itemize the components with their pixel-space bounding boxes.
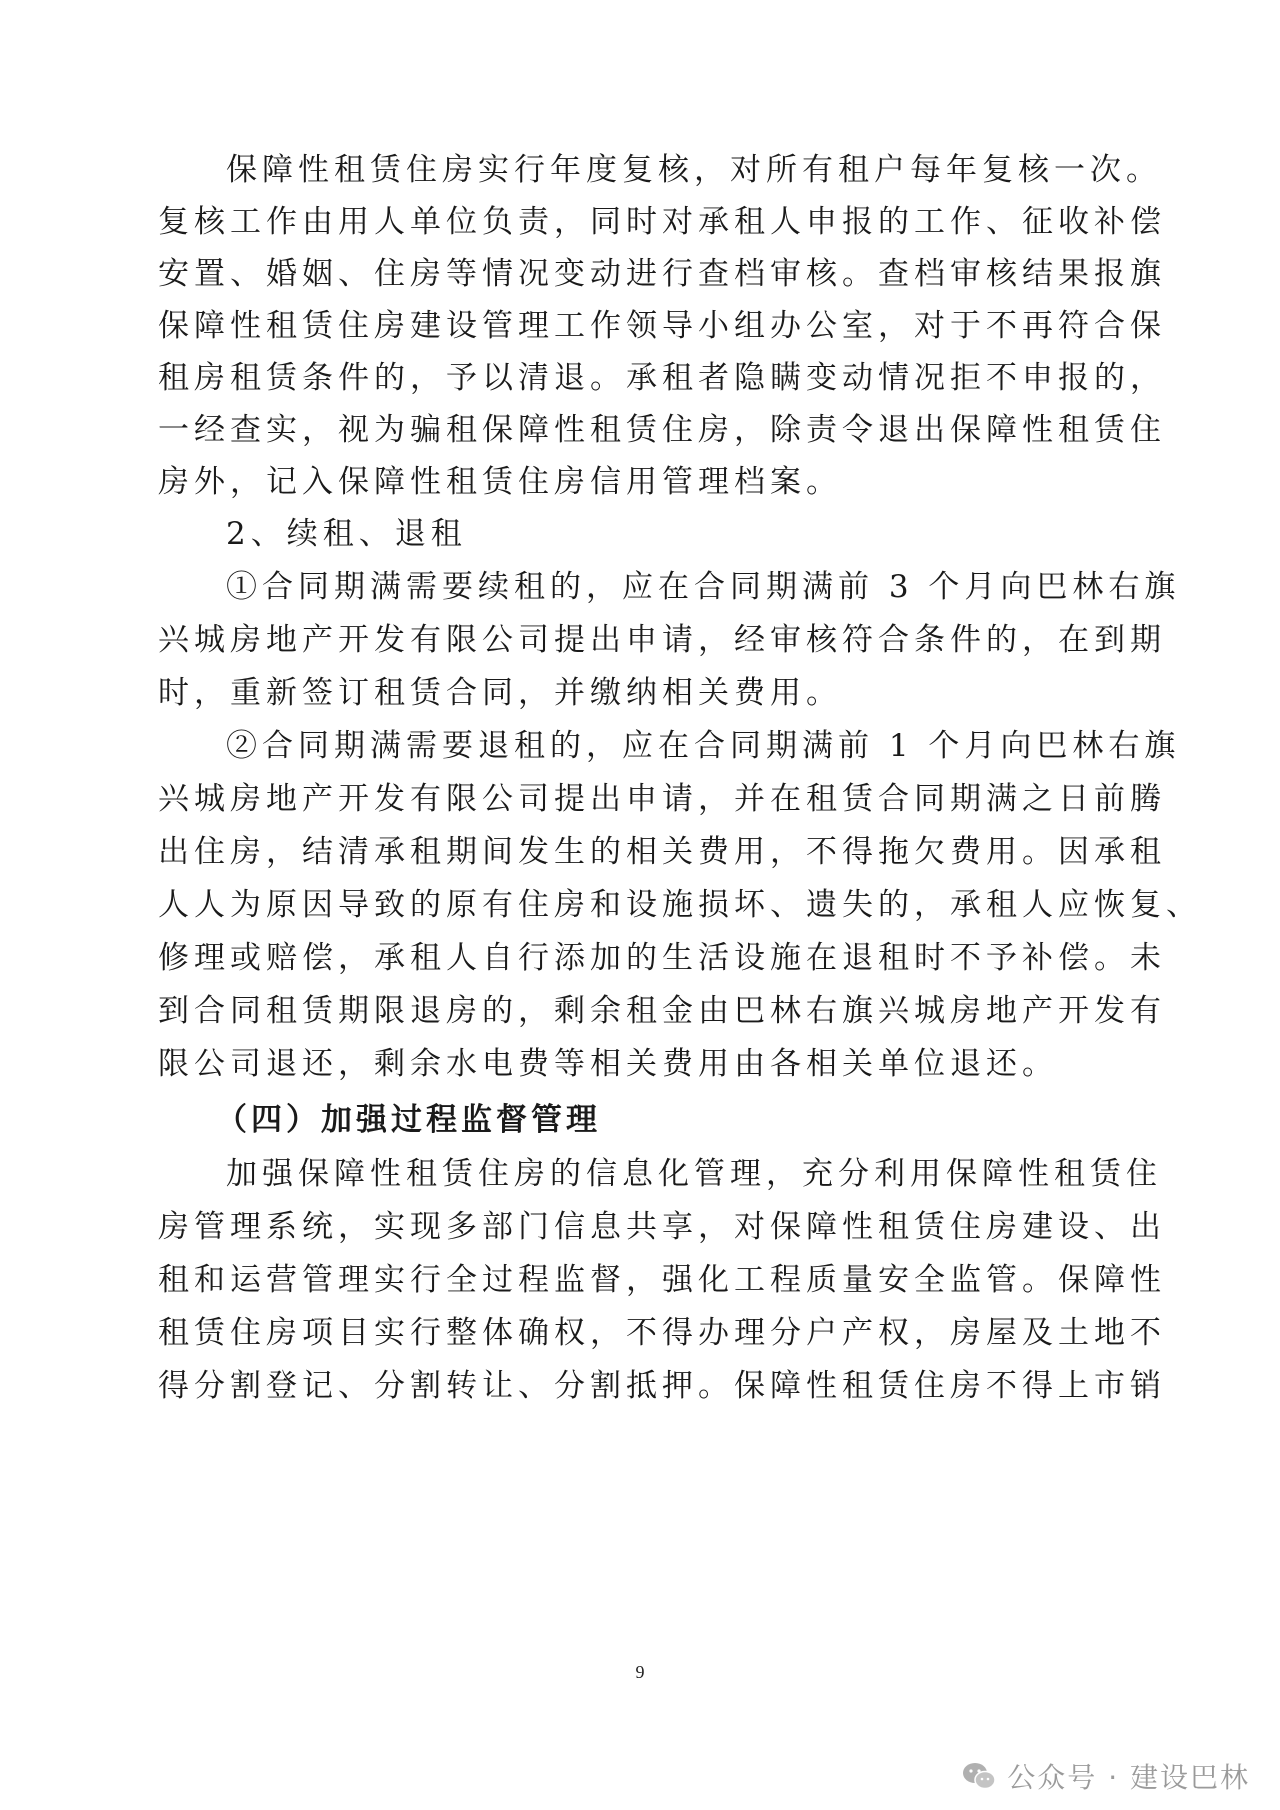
paragraph-line: 安置、婚姻、住房等情况变动进行查档审核。查档审核结果报旗: [158, 256, 1166, 292]
paragraph-line: ②合同期满需要退租的，应在合同期满前 1 个月向巴林右旗: [226, 728, 1181, 764]
paragraph-line: 租和运营管理实行全过程监督，强化工程质量安全监管。保障性: [158, 1262, 1166, 1298]
watermark: [961, 1756, 1250, 1796]
page-number: 9: [635, 1662, 645, 1682]
paragraph-line: 保障性租赁住房建设管理工作领导小组办公室，对于不再符合保: [158, 308, 1166, 344]
paragraph-line: 租赁住房项目实行整体确权，不得办理分户产权，房屋及土地不: [158, 1315, 1166, 1351]
paragraph-line: 得分割登记、分割转让、分割抵押。保障性租赁住房不得上市销: [158, 1368, 1166, 1404]
paragraph-line: 租房租赁条件的，予以清退。承租者隐瞒变动情况拒不申报的，: [158, 360, 1166, 396]
paragraph-line: 限公司退还，剩余水电费等相关费用由各相关单位退还。: [158, 1046, 1058, 1082]
paragraph-line: 保障性租赁住房实行年度复核，对所有租户每年复核一次。: [226, 152, 1162, 188]
paragraph-line: 到合同租赁期限退房的，剩余租金由巴林右旗兴城房地产开发有: [158, 993, 1166, 1029]
watermark-text: 公众号 · 建设巴林: [1007, 1761, 1250, 1794]
subsection-heading: 2、续租、退租: [226, 516, 467, 552]
paragraph-line: 房管理系统，实现多部门信息共享，对保障性租赁住房建设、出: [158, 1209, 1166, 1245]
paragraph-line: 人人为原因导致的原有住房和设施损坏、遗失的，承租人应恢复、: [158, 887, 1202, 923]
paragraph-line: 出住房，结清承租期间发生的相关费用，不得拖欠费用。因承租: [158, 834, 1166, 870]
paragraph-line: 复核工作由用人单位负责，同时对承租人申报的工作、征收补偿: [158, 204, 1166, 240]
paragraph-line: 修理或赔偿，承租人自行添加的生活设施在退租时不予补偿。未: [158, 940, 1166, 976]
paragraph-line: 时，重新签订租赁合同，并缴纳相关费用。: [158, 675, 842, 711]
paragraph-line: 兴城房地产开发有限公司提出申请，并在租赁合同期满之日前腾: [158, 781, 1166, 817]
paragraph-line: ①合同期满需要续租的，应在合同期满前 3 个月向巴林右旗: [226, 569, 1181, 605]
paragraph-line: 房外，记入保障性租赁住房信用管理档案。: [158, 464, 842, 500]
wechat-icon: [961, 1761, 997, 1791]
section-heading: （四）加强过程监督管理: [216, 1102, 601, 1138]
paragraph-line: 一经查实，视为骗租保障性租赁住房，除责令退出保障性租赁住: [158, 412, 1166, 448]
paragraph-line: 加强保障性租赁住房的信息化管理，充分利用保障性租赁住: [226, 1156, 1162, 1192]
paragraph-line: 兴城房地产开发有限公司提出申请，经审核符合条件的，在到期: [158, 622, 1166, 658]
